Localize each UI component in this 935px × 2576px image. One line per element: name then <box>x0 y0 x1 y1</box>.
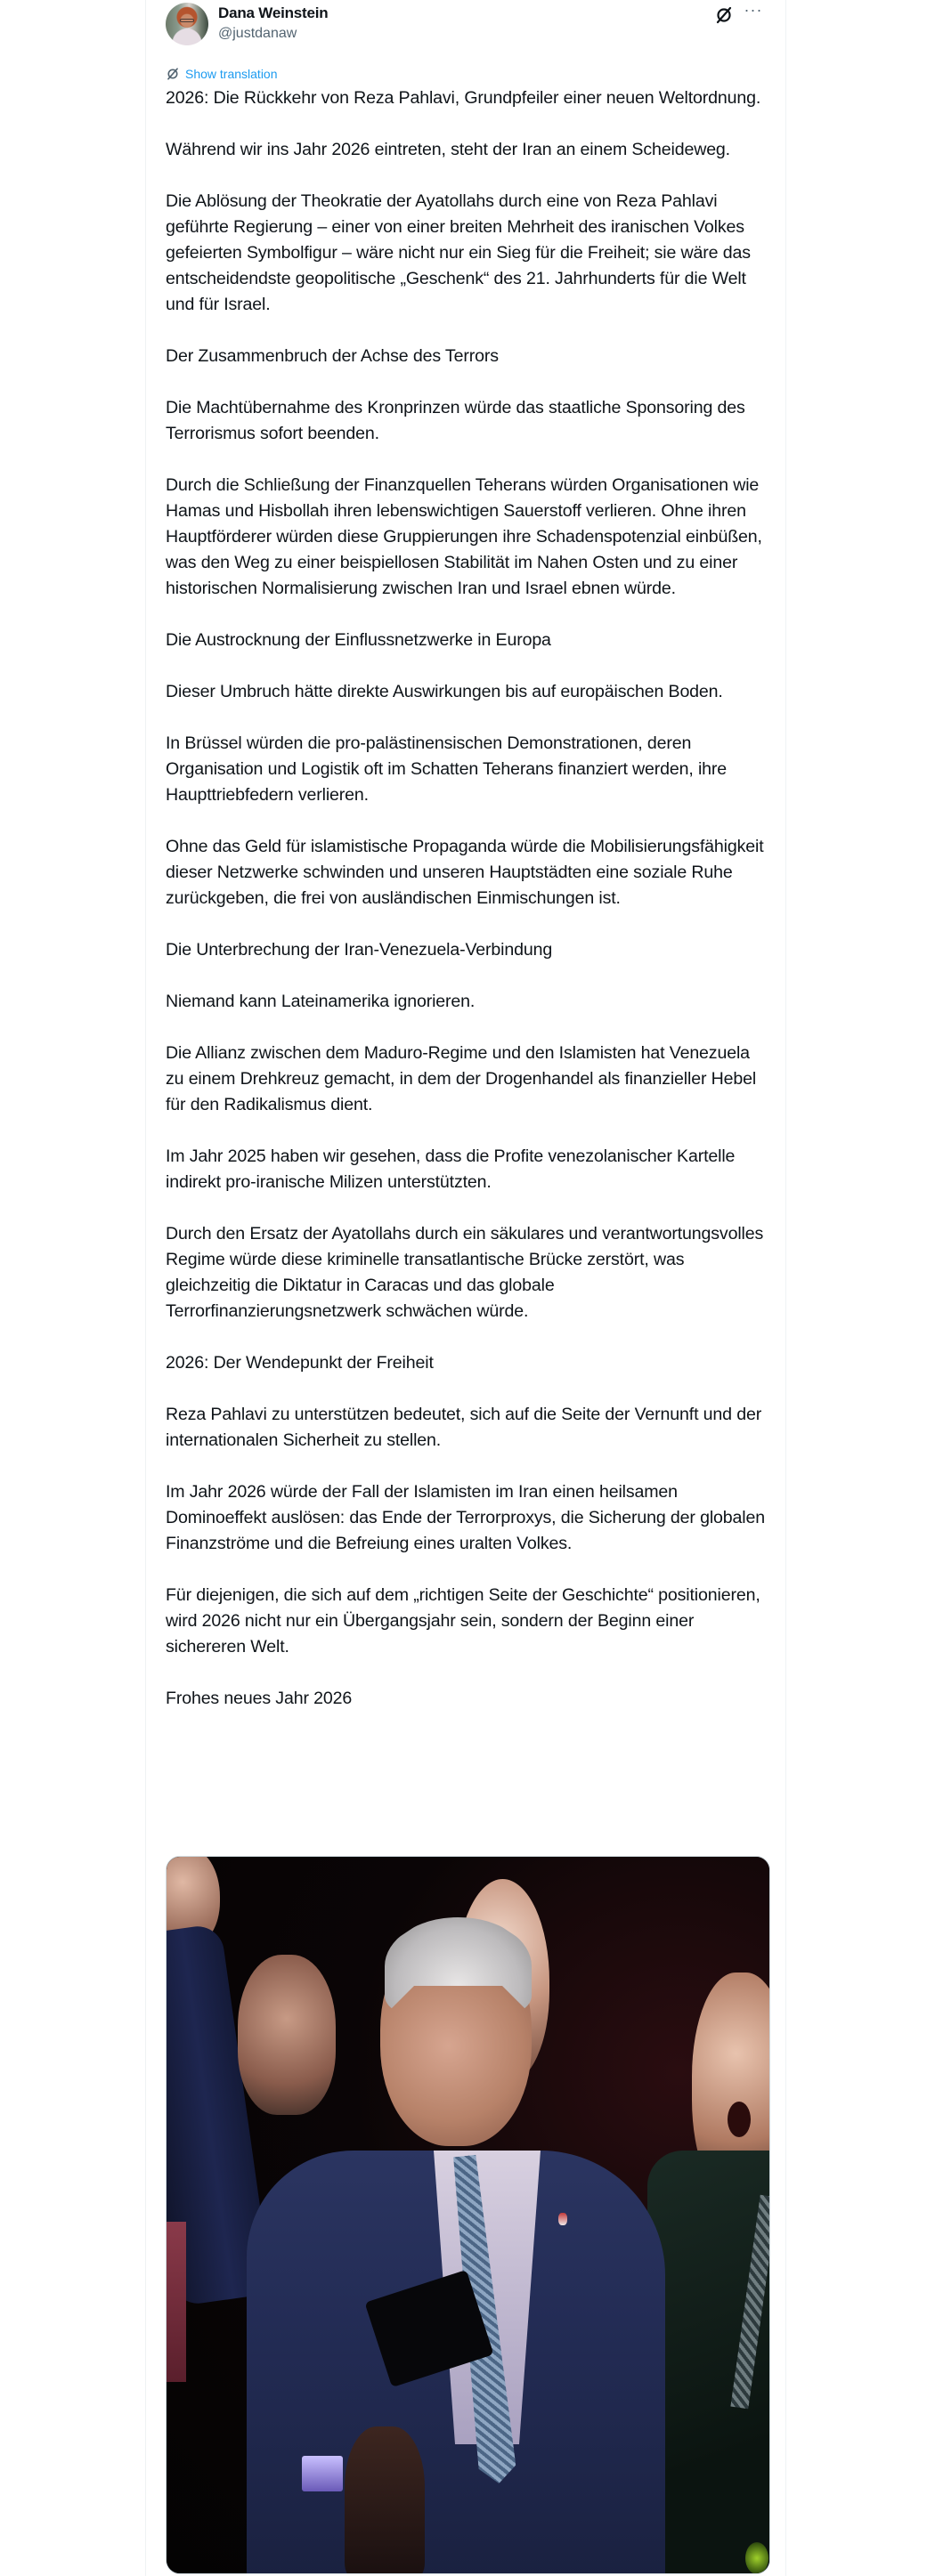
translate-grok-icon <box>166 67 180 81</box>
tweet-paragraph: Frohes neues Jahr 2026 <box>166 1689 353 1708</box>
more-options-button[interactable] <box>743 1 764 22</box>
tweet-paragraph: Niemand kann Lateinamerika ignorieren. <box>166 992 476 1011</box>
tweet-paragraph: Reza Pahlavi zu unterstützen bedeutet, sich auf die Seite der Vernunft und der internationalen Sicherheit zu stellen. <box>166 1405 762 1450</box>
tweet-paragraph: Im Jahr 2025 haben wir gesehen, dass die Profite venezolanischer Kartelle indirekt pro-iranische Milizen unterstützten. <box>166 1146 736 1192</box>
tweet-photo[interactable] <box>166 1856 770 2574</box>
tweet-paragraph: In Brüssel würden die pro-palästinensischen Demonstrationen, deren Organisation und Logistik oft im Schatten Teherans finanziert werden, ihre Haupttriebfedern verlieren. <box>166 733 728 805</box>
tweet-paragraph: Die Ablösung der Theokratie der Ayatollahs durch eine von Reza Pahlavi geführte Regierung – einer von einer breiten Mehrheit des iranischen Volkes gefeierten Symbolfigur – wäre nicht nur ein Sieg für die Freiheit; sie wäre das entscheidendste geopolitische „Geschenk“ des 21. Jahrhunderts für die Welt und für Israel. <box>166 191 751 314</box>
photo-left-tie <box>167 2222 186 2382</box>
show-translation-label: Show translation <box>185 67 278 81</box>
photo-phone-screen <box>302 2456 343 2491</box>
tweet-paragraph: Für diejenigen, die sich auf dem „richtigen Seite der Geschichte“ positionieren, wird 2026 nicht nur ein Übergangsjahr sein, sondern der Beginn einer sichereren Welt. <box>166 1585 760 1657</box>
tweet-paragraph: Die Unterbrechung der Iran-Venezuela-Verbindung <box>166 940 553 960</box>
photo-phone-hand <box>345 2426 425 2574</box>
tweet-paragraph: Durch den Ersatz der Ayatollahs durch ein säkulares und verantwortungsvolles Regime würde diese kriminelle transatlantische Brücke zerstört, was gleichzeitig die Diktatur in Caracas und das globale Terrorfinanzierungsnetzwerk schwächen würde. <box>166 1224 764 1321</box>
author-avatar[interactable] <box>166 3 208 45</box>
tweet-paragraph: Die Allianz zwischen dem Maduro-Regime und den Islamisten hat Venezuela zu einem Drehkreuz gemacht, in dem der Drogenhandel als finanzieller Hebel für den Radikalismus dient. <box>166 1043 757 1114</box>
grok-button[interactable] <box>714 5 734 25</box>
grok-icon <box>714 5 734 25</box>
tweet-paragraph: 2026: Die Rückkehr von Reza Pahlavi, Grundpfeiler einer neuen Weltordnung. <box>166 88 761 108</box>
photo-lapel-pin <box>558 2213 567 2225</box>
tweet-paragraph: Die Austrocknung der Einflussnetzwerke in Europa <box>166 630 551 650</box>
tweet-paragraph: 2026: Der Wendepunkt der Freiheit <box>166 1353 434 1373</box>
tweet-paragraph: Ohne das Geld für islamistische Propaganda würde die Mobilisierungsfähigkeit dieser Netzwerke schwinden und unseren Hauptstädten eine soziale Ruhe zurückgeben, die frei von ausländischen Einmischungen ist. <box>166 837 764 908</box>
author-handle[interactable]: @justdanaw <box>218 26 297 41</box>
photo-left-person <box>238 1955 336 2115</box>
tweet-header <box>166 3 768 47</box>
show-translation-link[interactable] <box>166 64 278 84</box>
tweet-paragraph: Während wir ins Jahr 2026 eintreten, steht der Iran an einem Scheideweg. <box>166 140 730 159</box>
tweet-paragraph: Dieser Umbruch hätte direkte Auswirkungen bis auf europäischen Boden. <box>166 682 723 701</box>
more-horizontal-icon: ··· <box>744 1 763 19</box>
tweet-card <box>145 0 786 2576</box>
tweet-paragraph: Die Machtübernahme des Kronprinzen würde das staatliche Sponsoring des Terrorismus sofort beenden. <box>166 398 745 443</box>
author-display-name[interactable]: Dana Weinstein <box>218 4 329 21</box>
avatar-glasses-detail <box>180 19 194 22</box>
tweet-paragraph: Der Zusammenbruch der Achse des Terrors <box>166 346 499 366</box>
tweet-paragraph: Im Jahr 2026 würde der Fall der Islamisten im Iran einen heilsamen Dominoeffekt auslösen: das Ende der Terrorproxys, die Sicherung der globalen Finanzströme und die Befreiung eines uralten Volkes. <box>166 1482 765 1553</box>
photo-green-light <box>745 2542 768 2574</box>
tweet-text <box>166 85 771 1738</box>
tweet-paragraph: Durch die Schließung der Finanzquellen Teherans würden Organisationen wie Hamas und Hisbollah ihren lebenswichtigen Sauerstoff verlieren. Ohne ihren Hauptförderer würden diese Gruppierungen ihre Schadenspotenzial einbüßen, was den Weg zu einer beispiellosen Stabilität im Nahen Osten und zu einer historischen Normalisierung zwischen Iran und Israel ebnen würde. <box>166 475 762 598</box>
photo-right-open-mouth <box>728 2102 751 2137</box>
